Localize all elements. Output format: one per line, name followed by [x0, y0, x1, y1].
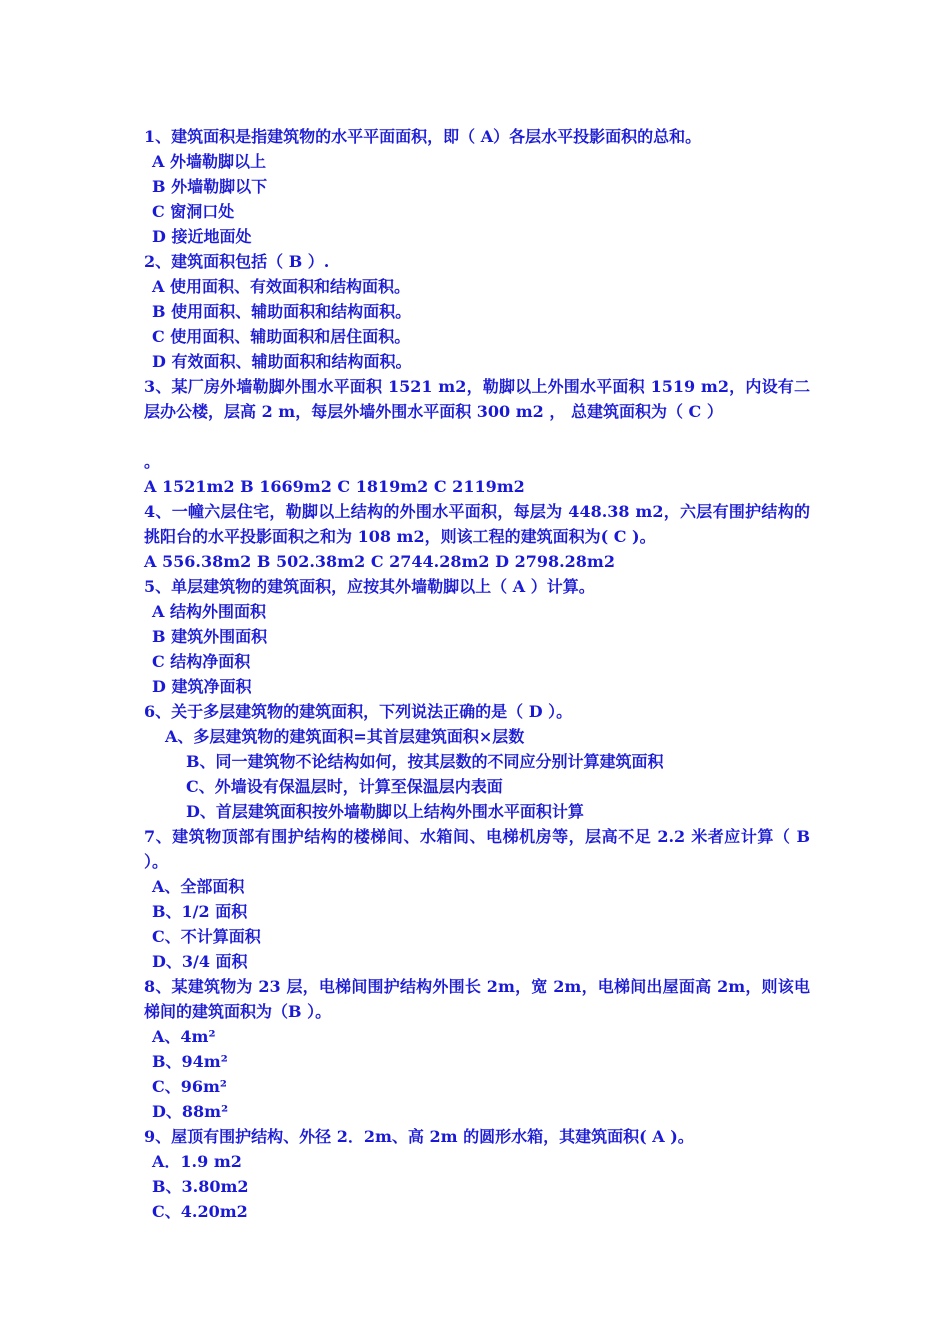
question-2-option-c: C 使用面积、辅助面积和居住面积。 — [152, 327, 411, 346]
question-5-option-a: A 结构外围面积 — [152, 602, 266, 621]
question-1-option-c: C 窗洞口处 — [152, 202, 235, 221]
question-2-stem: 2、建筑面积包括（ B ）. — [144, 252, 330, 271]
question-8-option-a: A、4m² — [152, 1027, 216, 1046]
question-8-option-b: B、94m² — [152, 1052, 228, 1071]
question-9-option-a: A．1.9 m2 — [152, 1152, 242, 1171]
question-4-options: A 556.38m2 B 502.38m2 C 2744.28m2 D 2798.28m2 — [144, 552, 615, 571]
question-6-option-d: D、首层建筑面积按外墙勒脚以上结构外围水平面积计算 — [186, 802, 584, 821]
question-9-option-b: B、3.80m2 — [152, 1177, 249, 1196]
question-7-option-b: B、1/2 面积 — [152, 902, 248, 921]
question-7-option-c: C、不计算面积 — [152, 927, 261, 946]
question-3-stem: 3、某厂房外墙勒脚外围水平面积 1521 m2，勒脚以上外围水平面积 1519 m2，内设有二层办公楼，层高 2 m，每层外墙外围水平面积 300 m2 ， 总建筑面积为（ C ） — [144, 377, 810, 421]
question-5-option-b: B 建筑外围面积 — [152, 627, 268, 646]
document-page — [144, 124, 810, 1224]
question-5-stem: 5、单层建筑物的建筑面积，应按其外墙勒脚以上（ A ）计算。 — [144, 577, 595, 596]
question-7-stem: 7、建筑物顶部有围护结构的楼梯间、水箱间、电梯机房等，层高不足 2.2 米者应计算（ B ）。 — [144, 827, 810, 871]
question-1-option-a: A 外墙勒脚以上 — [152, 152, 266, 171]
question-8-stem: 8、某建筑物为 23 层，电梯间围护结构外围长 2m，宽 2m，电梯间出屋面高 2m，则该电梯间的建筑面积为（B ）。 — [144, 977, 810, 1021]
question-8-option-d: D、88m² — [152, 1102, 229, 1121]
question-6-option-b: B、同一建筑物不论结构如何，按其层数的不同应分别计算建筑面积 — [186, 752, 664, 771]
question-6-option-c: C、外墙设有保温层时，计算至保温层内表面 — [186, 777, 503, 796]
question-3-options: A 1521m2 B 1669m2 C 1819m2 C 2119m2 — [144, 477, 525, 496]
question-7-option-a: A、全部面积 — [152, 877, 245, 896]
question-9-option-c: C、4.20m2 — [152, 1202, 248, 1221]
question-1-option-d: D 接近地面处 — [152, 227, 252, 246]
question-2-option-d: D 有效面积、辅助面积和结构面积。 — [152, 352, 412, 371]
question-6-option-a: A、多层建筑物的建筑面积=其首层建筑面积×层数 — [165, 727, 525, 746]
question-7-option-d: D、3/4 面积 — [152, 952, 248, 971]
question-1-stem: 1、建筑面积是指建筑物的水平平面面积，即（ A）各层水平投影面积的总和。 — [144, 127, 702, 146]
question-4-stem: 4、一幢六层住宅，勒脚以上结构的外围水平面积，每层为 448.38 m2，六层有围护结构的挑阳台的水平投影面积之和为 108 m2，则该工程的建筑面积为( C )。 — [144, 502, 810, 546]
question-2-option-b: B 使用面积、辅助面积和结构面积。 — [152, 302, 412, 321]
question-3-stem-tail: 。 — [144, 452, 161, 471]
question-9-stem: 9、屋顶有围护结构、外径 2．2m、高 2m 的圆形水箱，其建筑面积( A )。 — [144, 1127, 694, 1146]
question-8-option-c: C、96m² — [152, 1077, 227, 1096]
question-1-option-b: B 外墙勒脚以下 — [152, 177, 268, 196]
question-2-option-a: A 使用面积、有效面积和结构面积。 — [152, 277, 410, 296]
blank-line — [144, 424, 810, 449]
question-6-stem: 6、关于多层建筑物的建筑面积，下列说法正确的是（ D ）。 — [144, 702, 573, 721]
question-5-option-c: C 结构净面积 — [152, 652, 251, 671]
question-5-option-d: D 建筑净面积 — [152, 677, 252, 696]
